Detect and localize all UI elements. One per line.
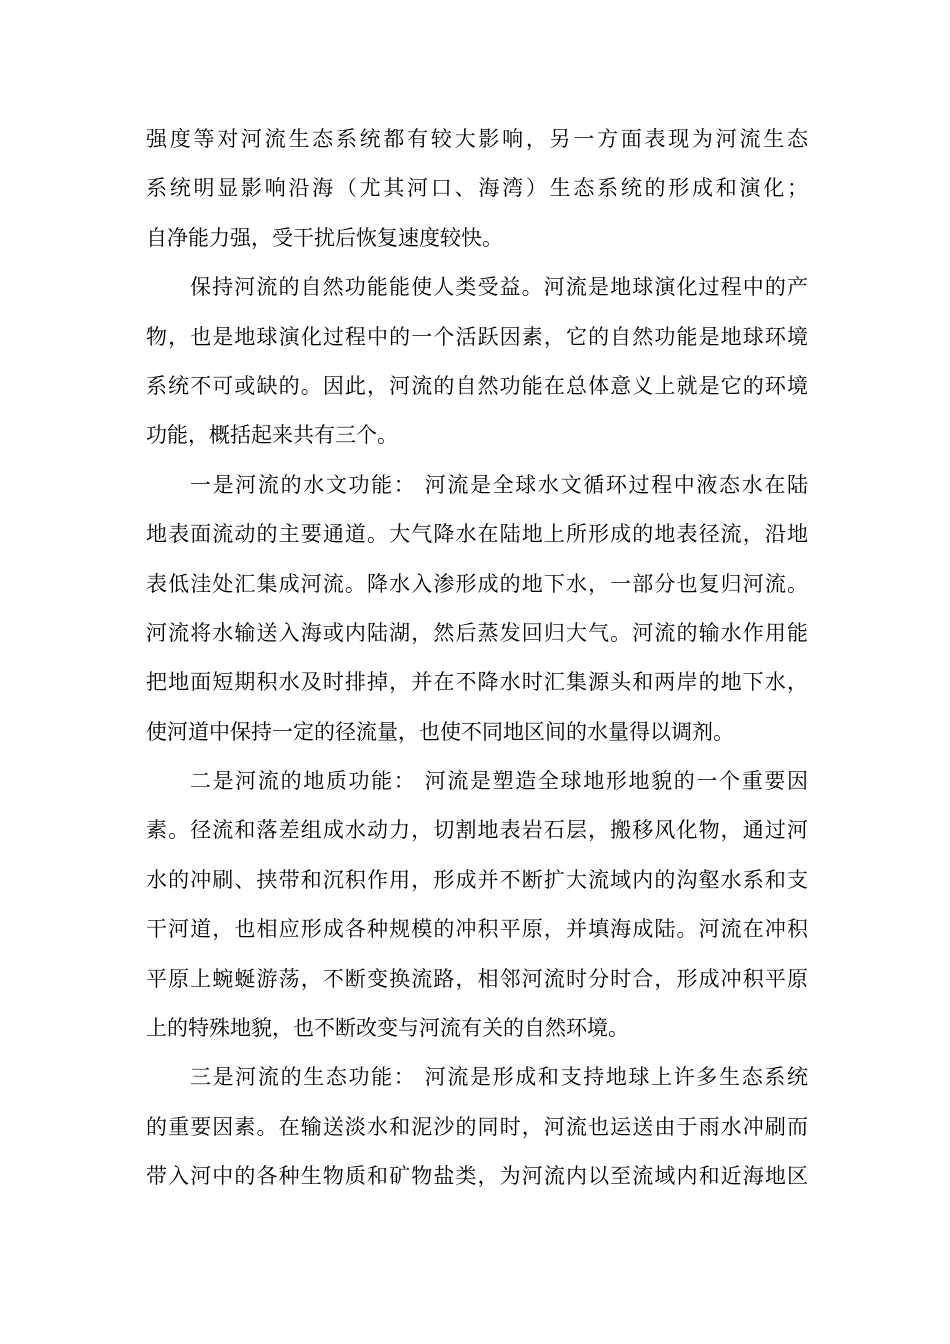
- text-line: 物，也是地球演化过程中的一个活跃因素，它的自然功能是地球环境: [146, 324, 808, 349]
- paragraph-natural-function-intro: [146, 263, 808, 461]
- text-line: 水的冲刷、挟带和沉积作用，形成并不断扩大流域内的沟壑水系和支: [146, 867, 808, 892]
- text-line: 干河道，也相应形成各种规模的冲积平原，并填海成陆。河流在冲积: [146, 917, 808, 942]
- paragraph-continued: [146, 115, 808, 263]
- text-line: 一是河流的水文功能： 河流是全球水文循环过程中液态水在陆: [190, 472, 808, 497]
- text-line: 河流将水输送入海或内陆湖，然后蒸发回归大气。河流的输水作用能: [146, 620, 808, 645]
- paragraph-ecological-function: [146, 1053, 808, 1201]
- document-body: [146, 115, 808, 1202]
- text-line: 平原上蜿蜒游荡，不断变换流路，相邻河流时分时合，形成冲积平原: [146, 966, 808, 991]
- text-line: 系统不可或缺的。因此，河流的自然功能在总体意义上就是它的环境: [146, 373, 808, 398]
- text-line: 使河道中保持一定的径流量，也使不同地区间的水量得以调剂。: [146, 719, 734, 744]
- text-line: 上的特殊地貌，也不断改变与河流有关的自然环境。: [146, 1016, 629, 1041]
- text-line: 强度等对河流生态系统都有较大影响，另一方面表现为河流生态: [146, 127, 808, 151]
- text-line: 保持河流的自然功能能使人类受益。河流是地球演化过程中的产: [190, 275, 808, 300]
- text-line: 把地面短期积水及时排掉，并在不降水时汇集源头和两岸的地下水，: [146, 670, 808, 695]
- text-line: 地表面流动的主要通道。大气降水在陆地上所形成的地表径流，沿地: [146, 522, 808, 547]
- text-line: 的重要因素。在输送淡水和泥沙的同时，河流也运送由于雨水冲刷而: [146, 1114, 808, 1139]
- text-line: 素。径流和落差组成水动力，切割地表岩石层，搬移风化物，通过河: [146, 818, 808, 843]
- paragraph-geological-function: [146, 757, 808, 1053]
- text-line: 自净能力强，受干扰后恢复速度较快。: [146, 225, 503, 250]
- text-line: 二是河流的地质功能： 河流是塑造全球地形地貌的一个重要因: [190, 769, 808, 794]
- text-line: 三是河流的生态功能： 河流是形成和支持地球上许多生态系统: [190, 1065, 808, 1090]
- paragraph-hydrological-function: [146, 461, 808, 757]
- text-line: 表低洼处汇集成河流。降水入渗形成的地下水，一部分也复归河流。: [146, 571, 808, 596]
- text-line: 功能，概括起来共有三个。: [146, 423, 398, 448]
- text-line: 带入河中的各种生物质和矿物盐类，为河流内以至流域内和近海地区: [146, 1164, 808, 1189]
- text-line: 系统明显影响沿海（尤其河口、海湾）生态系统的形成和演化；: [146, 176, 808, 201]
